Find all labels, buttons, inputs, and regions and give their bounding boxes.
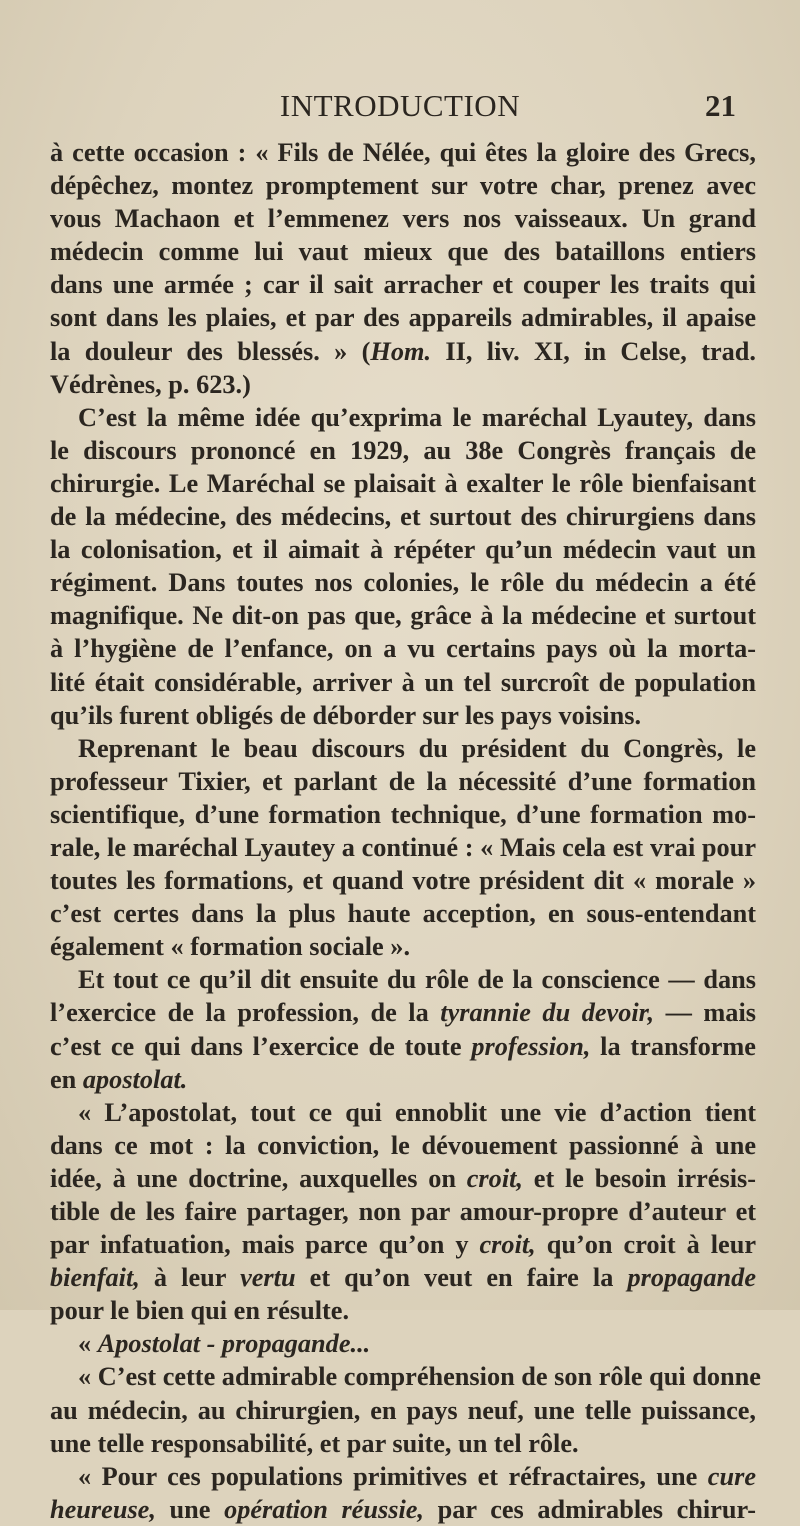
text-line: vous Machaon et l’emmenez vers nos vaisseaux. Un grand <box>50 204 756 234</box>
text-line: dans ce mot : la conviction, le dévouement passionné à une <box>50 1130 756 1160</box>
text-line: qu’ils furent obligés de déborder sur les pays voisins. <box>50 700 642 730</box>
italic-run: bienfait, <box>50 1263 140 1293</box>
page-number: 21 <box>705 88 736 123</box>
text-line: chirurgie. Le Maréchal se plaisait à exalter le rôle bienfaisant <box>50 468 756 498</box>
text-run: par infatuation, mais parce qu’on y <box>50 1230 480 1260</box>
text-line: sont dans les plaies, et par des appareils admirables, il apaise <box>50 303 756 333</box>
text-run: et qu’on veut en faire la <box>295 1263 628 1293</box>
italic-run: croit, <box>466 1163 524 1193</box>
text-line: à cette occasion : « Fils de Nélée, qui êtes la gloire des Grecs, <box>50 138 756 167</box>
text-line: tible de les faire partager, non par amour-propre d’auteur et <box>50 1197 756 1226</box>
text-line: pour le bien qui en résulte. <box>50 1296 350 1326</box>
text-line: Et tout ce qu’il dit ensuite du rôle de la conscience — dans <box>78 965 756 995</box>
text-run: l’exercice de la profession, de la <box>50 998 441 1028</box>
text-line: également « formation sociale ». <box>50 932 411 962</box>
text-line: régiment. Dans toutes nos colonies, le rôle du médecin a été <box>50 568 756 598</box>
italic-run: profession, <box>471 1031 591 1061</box>
text-line: « C’est cette admirable compréhension de son rôle qui donne <box>78 1362 761 1392</box>
text-line <box>50 1493 756 1526</box>
text-line: rale, le maréchal Lyautey a continué : « Mais cela est vrai pour <box>50 832 756 862</box>
text-line: professeur Tixier, et parlant de la nécessité d’une formation <box>50 766 756 796</box>
text-line: médecin comme lui vaut mieux que des bataillons entiers <box>50 237 756 267</box>
text-run: — mais <box>654 998 756 1028</box>
text-run: la transforme <box>590 1031 756 1061</box>
text-line: c’est certes dans la plus haute acception, en sous-entendant <box>50 899 756 929</box>
text-line: Reprenant le beau discours du président du Congrès, le <box>78 733 756 763</box>
text-run: une <box>155 1494 225 1524</box>
text-run: en <box>50 1064 83 1094</box>
italic-run: Apostolat - propagande... <box>97 1329 371 1359</box>
text-line: une telle responsabilité, et par suite, un tel rôle. <box>50 1428 579 1458</box>
text-run: et le besoin irrésis- <box>523 1163 756 1193</box>
text-line <box>50 1261 756 1294</box>
running-head <box>0 88 800 128</box>
italic-run: Hom. <box>370 336 432 366</box>
text-line <box>50 1327 756 1360</box>
text-run: à leur <box>139 1263 241 1293</box>
text-line: C’est la même idée qu’exprima le maréchal Lyautey, dans <box>78 402 756 432</box>
text-line <box>50 1460 756 1493</box>
italic-run: opération réussie, <box>224 1494 424 1524</box>
text-run: « Pour ces populations primitives et réfractaires, une <box>78 1461 708 1491</box>
text-line: Védrènes, p. 623.) <box>50 369 251 399</box>
text-line: scientifique, d’une formation technique, d’une formation mo- <box>50 799 756 829</box>
text-line: à l’hygiène de l’enfance, on a vu certains pays où la morta- <box>50 634 756 664</box>
text-run: II, liv. XI, in Celse, trad. <box>431 336 757 366</box>
text-line: magnifique. Ne dit-on pas que, grâce à la médecine et surtout <box>50 601 756 631</box>
text-run: c’est ce qui dans l’exercice de toute <box>50 1031 472 1061</box>
body-text <box>50 136 761 1526</box>
text-line: la colonisation, et il aimait à répéter qu’un médecin vaut un <box>50 535 756 565</box>
italic-run: heureuse, <box>50 1494 156 1524</box>
text-line: dépêchez, montez promptement sur votre char, prenez avec <box>50 171 756 201</box>
text-line <box>50 1030 756 1063</box>
text-run: qu’on croit à leur <box>535 1230 756 1260</box>
text-line: lité était considérable, arriver à un tel surcroît de population <box>50 667 756 697</box>
text-line: « L’apostolat, tout ce qui ennoblit une vie d’action tient <box>78 1097 756 1127</box>
text-line <box>50 335 756 368</box>
text-run: la douleur des blessés. » ( <box>50 336 371 366</box>
text-line: de la médecine, des médecins, et surtout des chirurgiens dans <box>50 502 756 532</box>
italic-run: tyrannie du devoir, <box>440 998 655 1028</box>
text-line: le discours prononcé en 1929, au 38e Congrès français de <box>50 435 756 465</box>
text-line <box>50 996 756 1029</box>
text-line <box>50 1228 756 1261</box>
text-line: dans une armée ; car il sait arracher et couper les traits qui <box>50 270 756 300</box>
italic-run: apostolat. <box>82 1064 188 1094</box>
text-line: toutes les formations, et quand votre président dit « morale » <box>50 866 756 896</box>
italic-run: cure <box>707 1461 756 1491</box>
text-run: idée, à une doctrine, auxquelles on <box>50 1163 467 1193</box>
italic-run: propagande <box>627 1263 757 1293</box>
running-title: INTRODUCTION <box>279 88 521 123</box>
text-line: au médecin, au chirurgien, en pays neuf, une telle puissance, <box>50 1395 756 1425</box>
text-run: « <box>78 1329 98 1359</box>
italic-run: croit, <box>479 1230 536 1260</box>
text-line <box>50 1063 756 1096</box>
text-run: par ces admirables chirur- <box>424 1494 756 1524</box>
text-line <box>50 1162 756 1195</box>
italic-run: vertu <box>240 1263 296 1293</box>
